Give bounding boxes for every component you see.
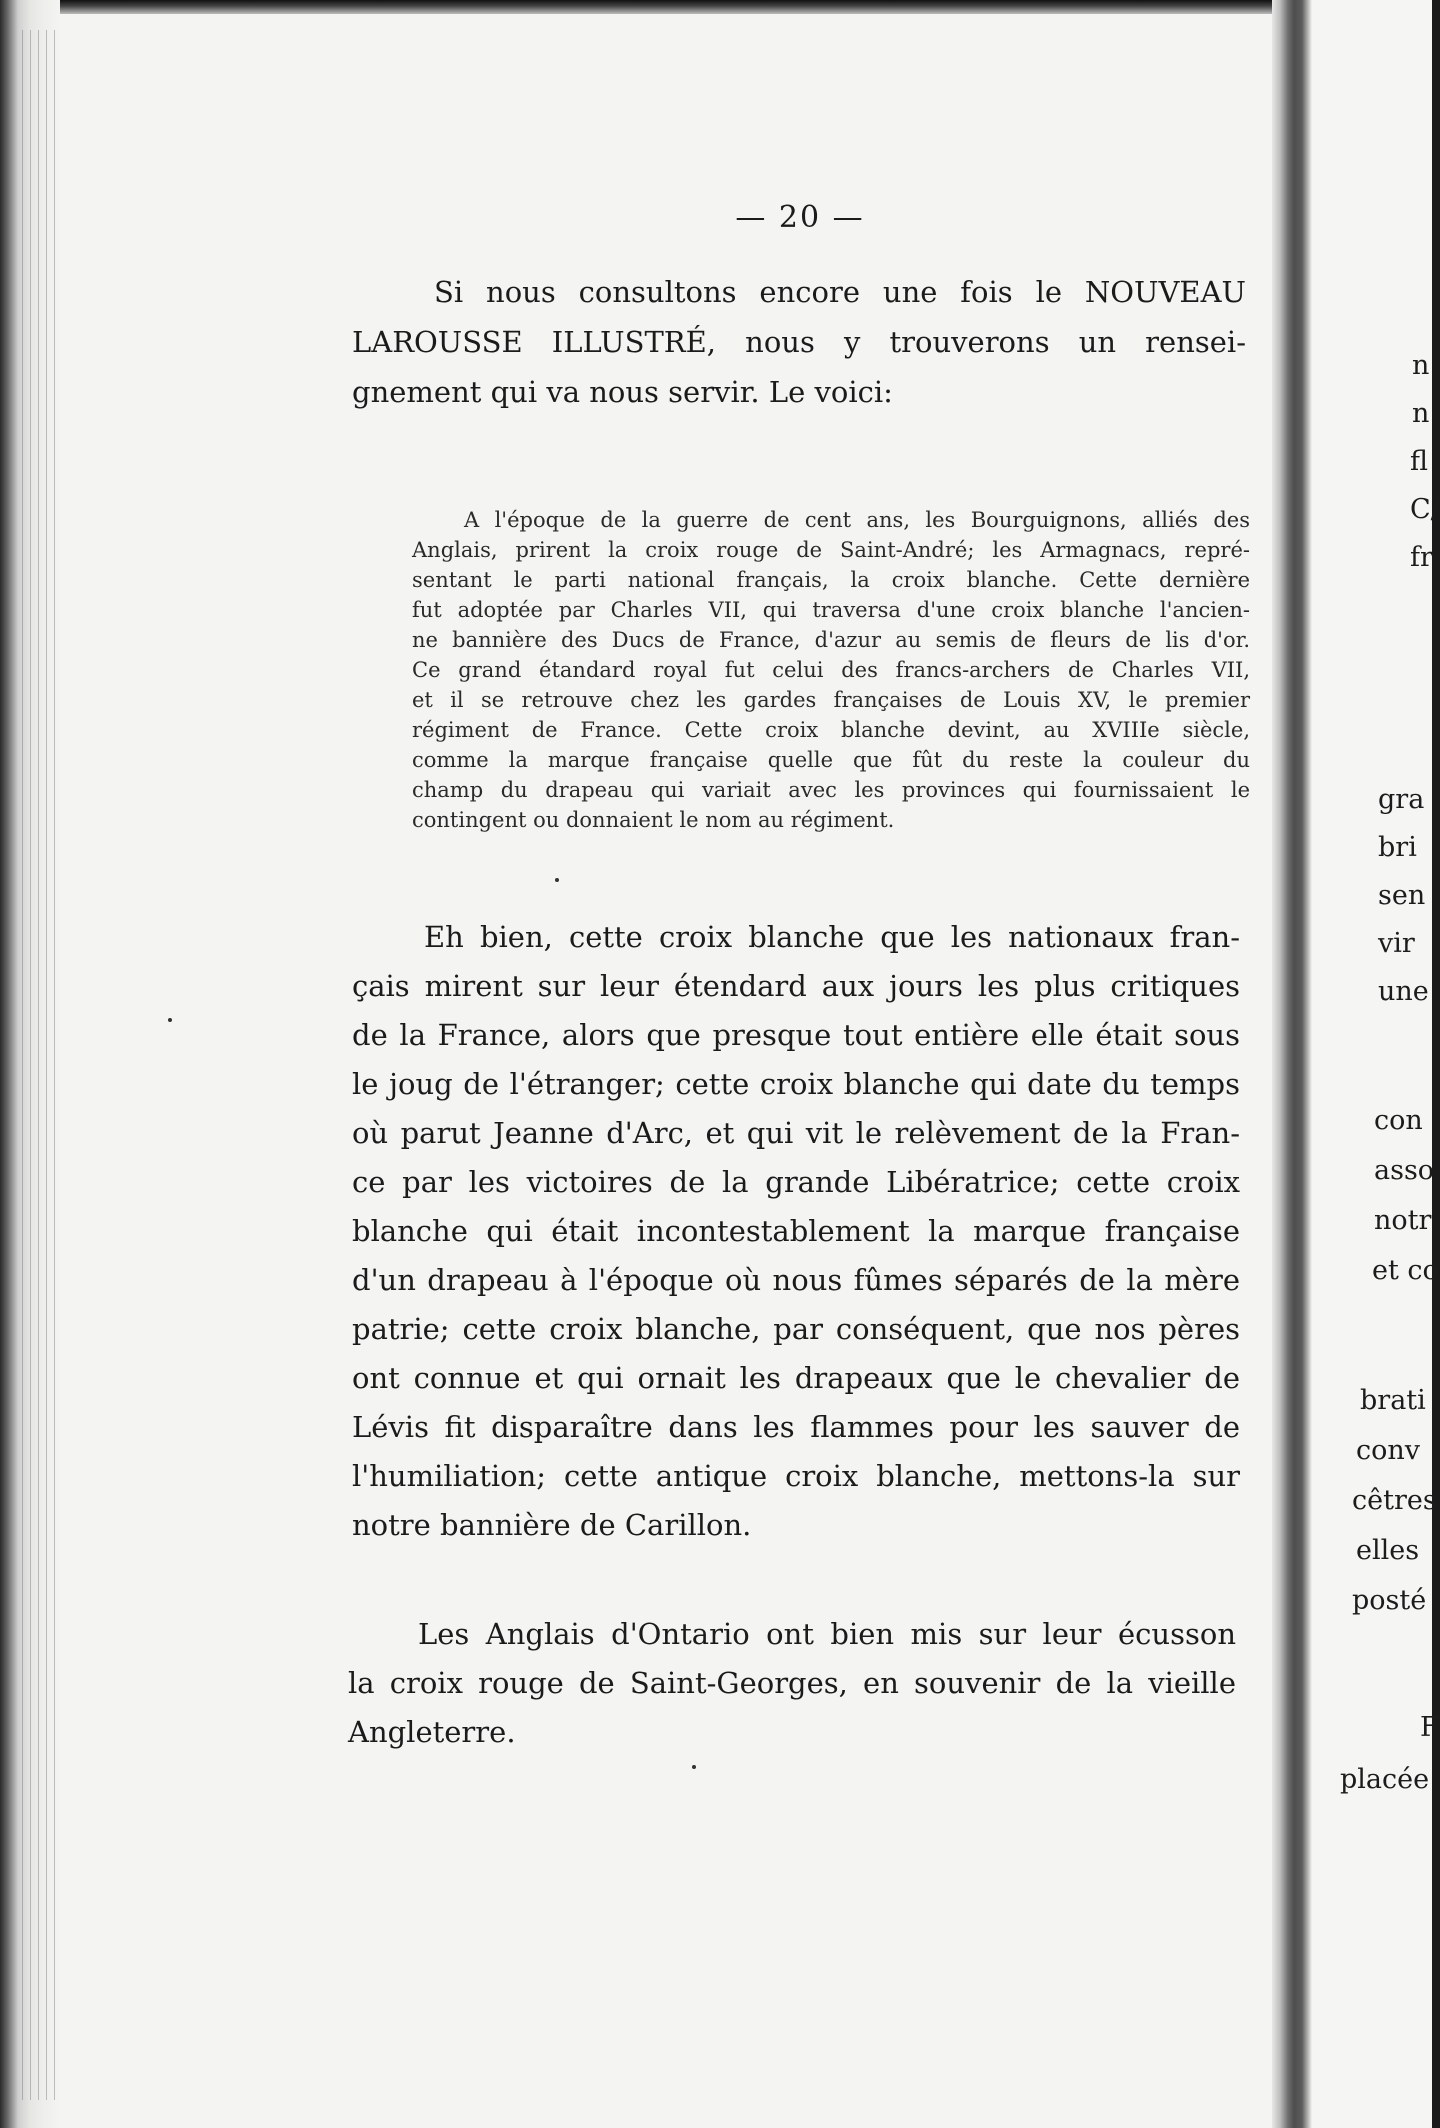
quote-line: champ du drapeau qui variait avec les provinces qui fournissaient le xyxy=(412,778,1250,802)
quote-line: A l'époque de la guerre de cent ans, les Bourguignons, alliés des xyxy=(464,508,1250,532)
quote-line: contingent ou donnaient le nom au régiment. xyxy=(412,808,895,832)
page-edge-line xyxy=(30,30,31,2100)
paragraph-line: Les Anglais d'Ontario ont bien mis sur leur écusson xyxy=(418,1617,1236,1651)
page-edge-line xyxy=(46,30,47,2100)
paragraph-line: Lévis fit disparaître dans les flammes pour les sauver de xyxy=(352,1410,1240,1444)
quote-line: ne bannière des Ducs de France, d'azur au semis de fleurs de lis d'or. xyxy=(412,628,1250,652)
quote-line: comme la marque française quelle que fût du reste la couleur du xyxy=(412,748,1250,772)
paragraph-line: blanche qui était incontestablement la marque française xyxy=(352,1214,1240,1248)
ink-speck xyxy=(555,878,559,882)
adjacent-page xyxy=(1312,0,1440,2128)
adjacent-page-text: cêtres xyxy=(1352,1485,1437,1516)
intro-line: Si nous consultons encore une fois le NOUVEAU xyxy=(434,275,1246,309)
top-edge-shadow xyxy=(0,0,1432,14)
page-edge-line xyxy=(38,30,39,2100)
paragraph-line: la croix rouge de Saint-Georges, en souvenir de la vieille xyxy=(348,1666,1236,1700)
adjacent-page-text: elles xyxy=(1356,1535,1420,1566)
quote-line: et il se retrouve chez les gardes françaises de Louis XV, le premier xyxy=(412,688,1250,712)
adjacent-page-text: notr xyxy=(1374,1205,1432,1236)
intro-line: gnement qui va nous servir. Le voici: xyxy=(352,375,893,409)
adjacent-page-text: gra xyxy=(1378,784,1425,815)
paragraph-line: Eh bien, cette croix blanche que les nationaux fran- xyxy=(424,920,1240,954)
adjacent-page-text: fl xyxy=(1410,446,1429,477)
adjacent-page-text: une xyxy=(1378,976,1429,1007)
page-number: — 20 — xyxy=(735,200,865,235)
adjacent-page-text: C/ xyxy=(1410,494,1440,525)
adjacent-page-text: brati xyxy=(1360,1385,1426,1416)
adjacent-page-text: conv xyxy=(1356,1435,1421,1466)
ink-speck xyxy=(168,1018,172,1022)
adjacent-page-text: asso xyxy=(1374,1155,1435,1186)
page-edge-line xyxy=(22,30,23,2100)
paragraph-line: le joug de l'étranger; cette croix blanche qui date du temps xyxy=(352,1067,1240,1101)
adjacent-page-text: F xyxy=(1420,1712,1439,1743)
adjacent-page-text: con xyxy=(1374,1105,1423,1136)
adjacent-page-text: placée xyxy=(1340,1764,1430,1795)
quote-line: régiment de France. Cette croix blanche devint, au XVIIIe siècle, xyxy=(412,718,1250,742)
paragraph-line: patrie; cette croix blanche, par conséquent, que nos pères xyxy=(352,1312,1240,1346)
paragraph-line: ont connue et qui ornait les drapeaux que le chevalier de xyxy=(352,1361,1240,1395)
paragraph-line: l'humiliation; cette antique croix blanche, mettons-la sur xyxy=(352,1459,1240,1493)
quote-line: sentant le parti national français, la croix blanche. Cette dernière xyxy=(412,568,1250,592)
paragraph-line: çais mirent sur leur étendard aux jours les plus critiques xyxy=(352,969,1240,1003)
paragraph-line: notre bannière de Carillon. xyxy=(352,1508,752,1542)
quote-line: fut adoptée par Charles VII, qui traversa d'une croix blanche l'ancien- xyxy=(412,598,1250,622)
paragraph-line: où parut Jeanne d'Arc, et qui vit le relèvement de la Fran- xyxy=(352,1116,1240,1150)
adjacent-page-text: n xyxy=(1412,350,1430,381)
ink-speck xyxy=(692,1765,696,1769)
quote-line: Ce grand étandard royal fut celui des francs-archers de Charles VII, xyxy=(412,658,1250,682)
adjacent-page-text: n xyxy=(1412,398,1430,429)
paragraph-line: Angleterre. xyxy=(348,1715,516,1749)
adjacent-page-text: posté xyxy=(1352,1585,1427,1616)
adjacent-page-text: et co xyxy=(1372,1255,1439,1286)
adjacent-page-text: sen xyxy=(1378,880,1426,911)
adjacent-page-text: fr xyxy=(1410,542,1433,573)
page-edge-line xyxy=(54,30,55,2100)
intro-line: LAROUSSE ILLUSTRÉ, nous y trouverons un rensei- xyxy=(352,325,1246,359)
paragraph-line: ce par les victoires de la grande Libératrice; cette croix xyxy=(352,1165,1240,1199)
adjacent-page-text: bri xyxy=(1378,832,1417,863)
book-gutter xyxy=(1272,0,1312,2128)
adjacent-page-text: vir xyxy=(1378,928,1415,959)
paragraph-line: d'un drapeau à l'époque où nous fûmes séparés de la mère xyxy=(352,1263,1240,1297)
quote-line: Anglais, prirent la croix rouge de Saint-André; les Armagnacs, repré- xyxy=(412,538,1250,562)
paragraph-line: de la France, alors que presque tout entière elle était sous xyxy=(352,1018,1240,1052)
